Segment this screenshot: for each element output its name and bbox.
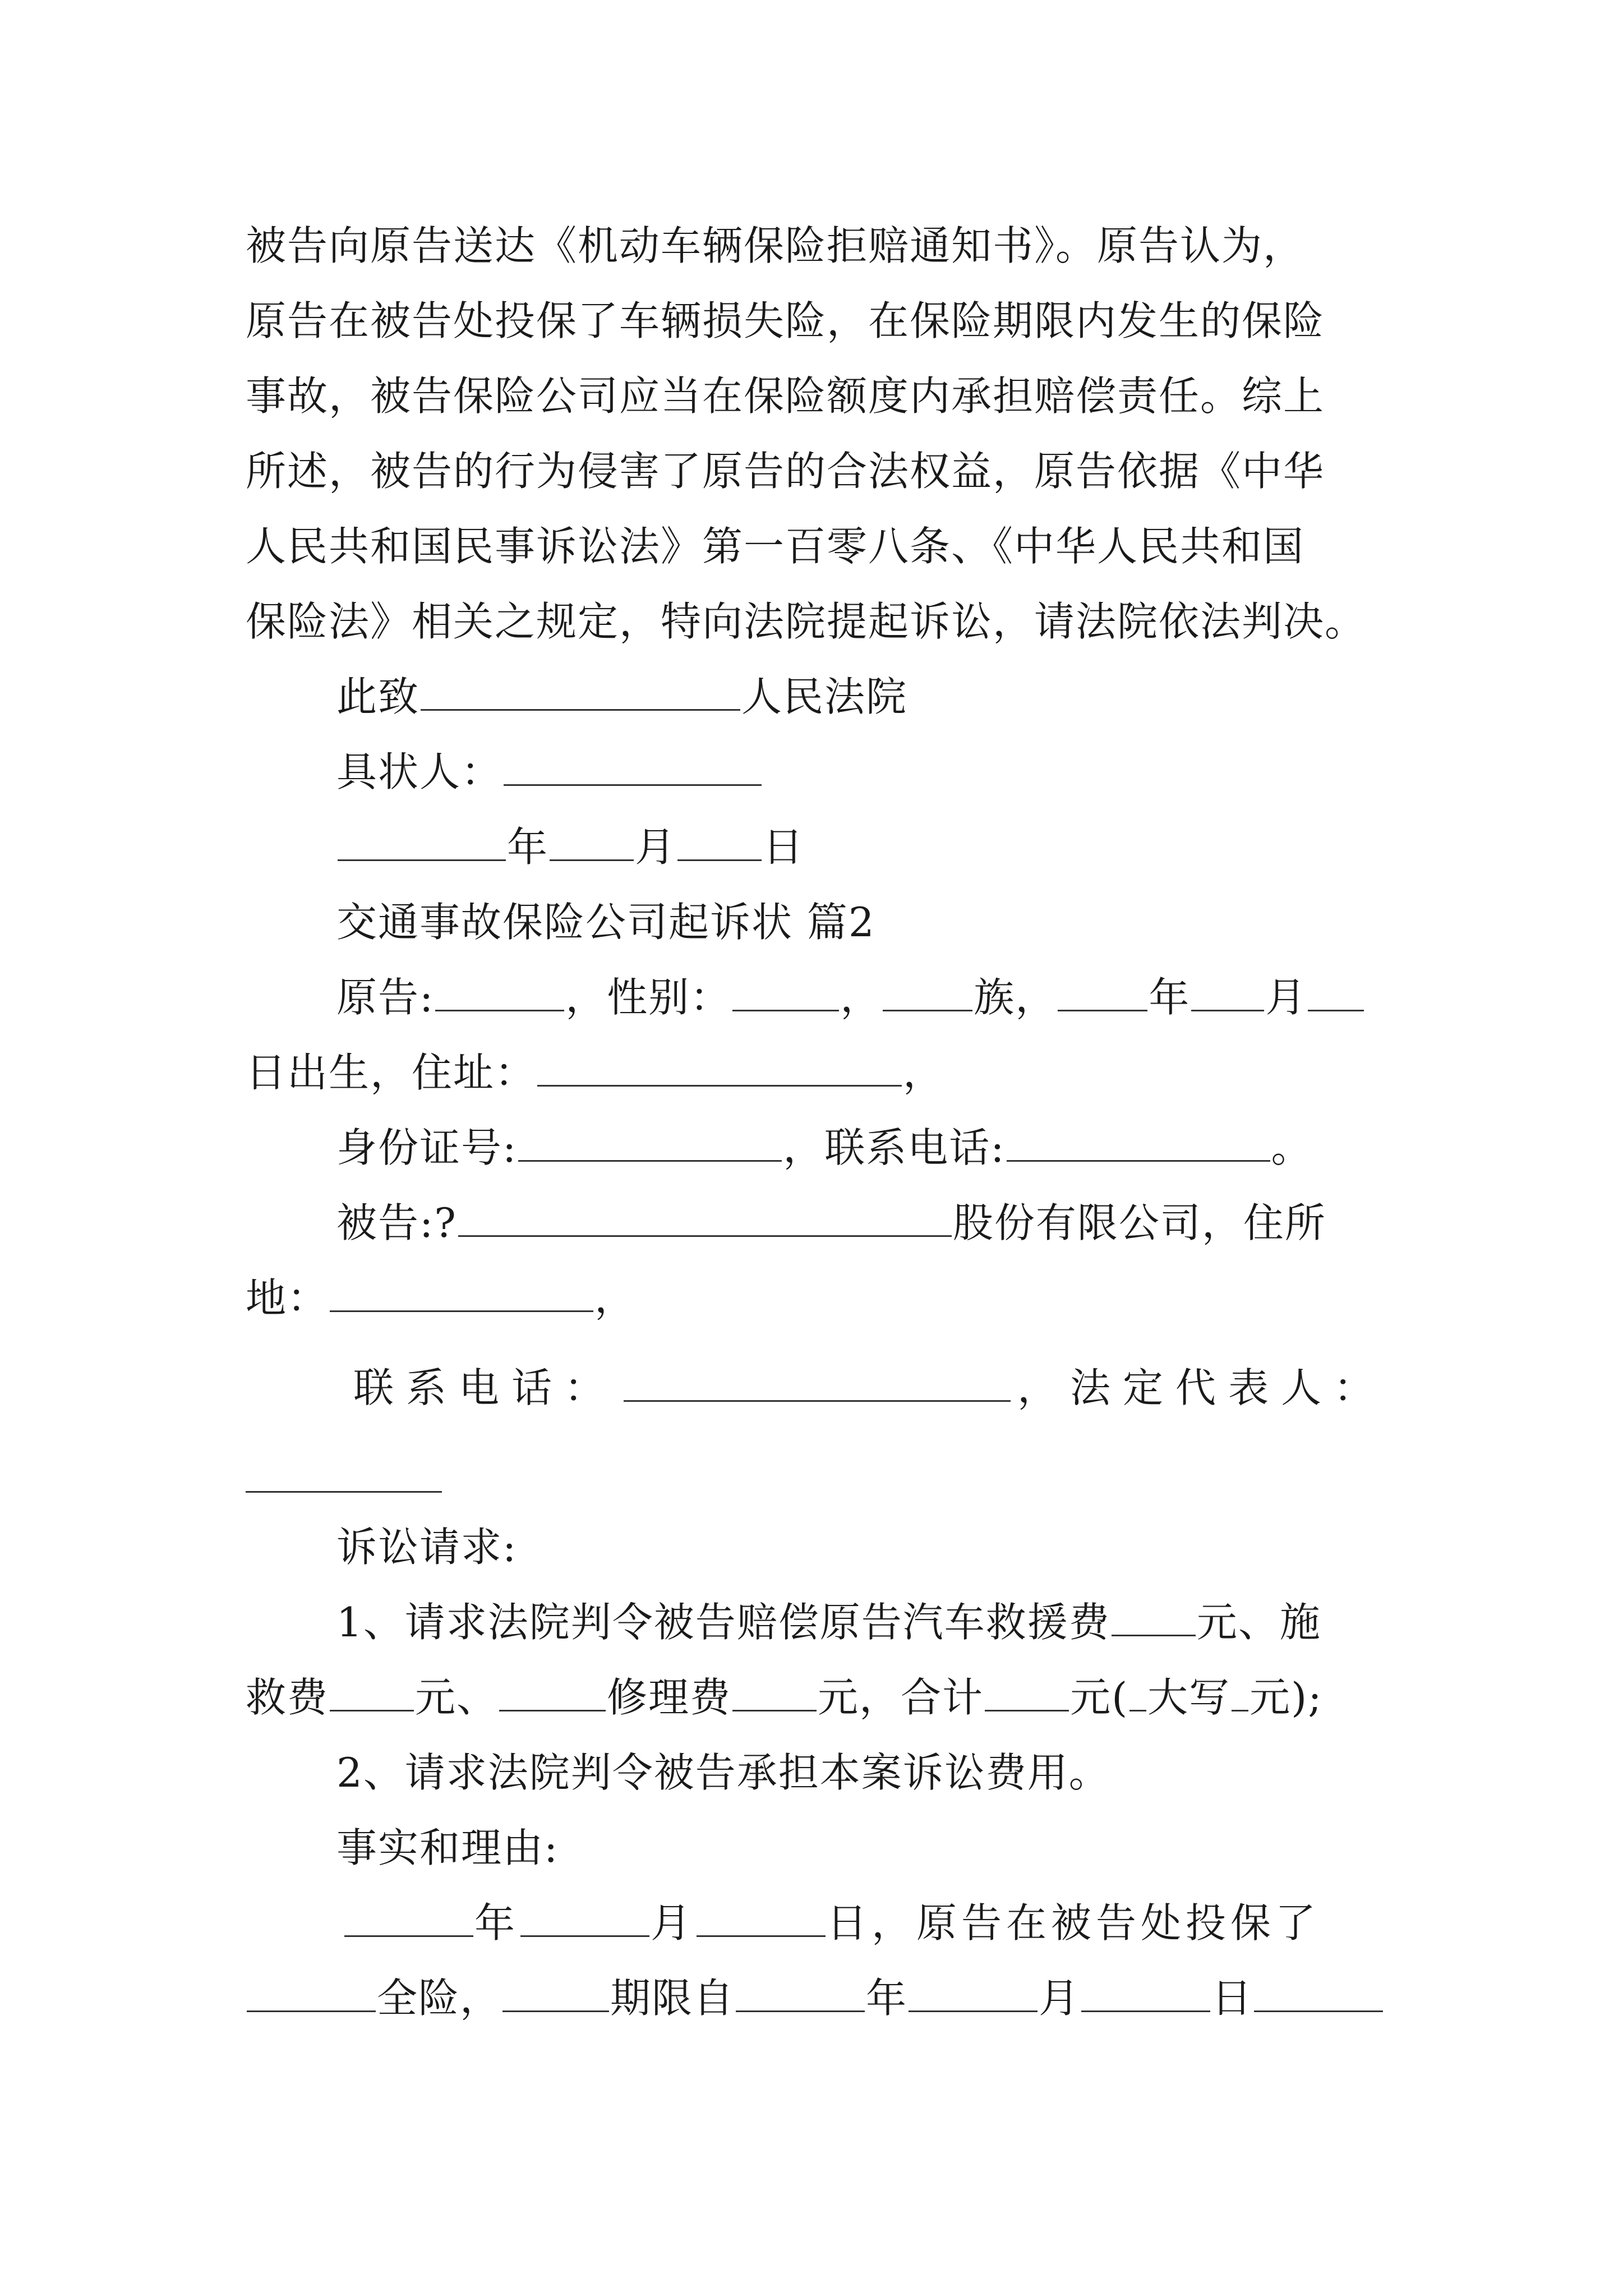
contact-phone-label: 联系电话： — [353, 1364, 617, 1411]
period-month-label: 月 — [1039, 1975, 1081, 2022]
defendant-label: 被告:? — [336, 1199, 457, 1246]
other-fee-blank[interactable] — [499, 1674, 606, 1711]
defendant-address-blank[interactable] — [330, 1274, 593, 1312]
body-line-5: 人民共和国民事诉讼法》第一百零八条、《中华人民共和国 — [246, 523, 1305, 570]
addressee-suffix: 人民法院 — [741, 673, 908, 720]
insurance-period-blank[interactable] — [502, 1975, 609, 2012]
claim-1-line-2 — [246, 1669, 1384, 1726]
day-label: 日 — [763, 823, 805, 871]
ethnic-label: 族， — [974, 974, 1057, 1021]
facts-year-blank[interactable] — [344, 1899, 473, 1937]
capital-blank-a[interactable] — [1129, 1674, 1146, 1711]
born-address-label: 日出生，住址： — [246, 1049, 537, 1096]
court-name-blank[interactable] — [421, 673, 740, 711]
claim-1-text-d: 元、 — [415, 1674, 499, 1721]
signer-line — [336, 744, 1384, 800]
separator: ， — [840, 974, 882, 1021]
defendant-address-end: ， — [594, 1274, 637, 1322]
facts-year-label: 年 — [474, 1899, 520, 1947]
claim-1-text-i: 元); — [1249, 1674, 1323, 1721]
facts-line-2 — [246, 1970, 1384, 2026]
rescue-fee-blank[interactable] — [1112, 1599, 1196, 1636]
representative-label: ，法定代表人： — [1017, 1364, 1387, 1411]
facts-title: 事实和理由: — [336, 1824, 559, 1871]
body-line-3: 事故，被告保险公司应当在保险额度内承担赔偿责任。综上 — [246, 372, 1325, 420]
date-line — [336, 819, 1384, 875]
claim-1-text-a: 1、请求法院判令被告赔偿原告汽车救援费 — [336, 1599, 1110, 1646]
claim-1-text-b: 元、施 — [1196, 1599, 1321, 1646]
claim-1-text-c: 救费 — [246, 1674, 329, 1721]
day-blank[interactable] — [677, 823, 762, 861]
id-label: 身份证号: — [336, 1124, 518, 1171]
period-month-blank[interactable] — [909, 1975, 1038, 2012]
month-label: 月 — [635, 823, 677, 871]
id-blank[interactable] — [518, 1124, 782, 1162]
period-year-blank[interactable] — [736, 1975, 865, 2012]
signer-blank[interactable] — [504, 748, 762, 786]
period-label: 期限自 — [610, 1975, 735, 2022]
addressee-line — [336, 669, 1384, 725]
gender-blank[interactable] — [732, 974, 839, 1011]
gender-label: ，性别： — [565, 974, 732, 1021]
body-line-6: 保险法》相关之规定，特向法院提起诉讼，请法院依法判决。 — [246, 598, 1367, 645]
body-line-1: 被告向原告送达《机动车辆保险拒赔通知书》。原告认为， — [246, 222, 1305, 269]
year-blank[interactable] — [338, 823, 506, 861]
birth-month-blank[interactable] — [1191, 974, 1264, 1011]
defendant-name-blank[interactable] — [458, 1199, 952, 1237]
month-blank[interactable] — [550, 823, 634, 861]
birth-year-blank[interactable] — [1058, 974, 1147, 1011]
birth-day-blank[interactable] — [1308, 974, 1364, 1011]
aid-fee-blank[interactable] — [330, 1674, 414, 1711]
period-day-blank[interactable] — [1081, 1975, 1210, 2012]
id-phone-line — [336, 1120, 1384, 1176]
claim-1-text-f: 元，合计 — [818, 1674, 984, 1721]
plaintiff-name-blank[interactable] — [435, 974, 564, 1011]
phone-blank[interactable] — [1007, 1124, 1270, 1162]
address-line — [246, 1045, 1384, 1101]
repair-fee-blank[interactable] — [732, 1674, 817, 1711]
address-blank[interactable] — [537, 1049, 902, 1087]
claim-2-line: 2、请求法院判令被告承担本案诉讼费用。 — [336, 1749, 1110, 1796]
id-line-end: 。 — [1271, 1124, 1313, 1171]
capital-blank-b[interactable] — [1232, 1674, 1248, 1711]
ethnic-blank[interactable] — [883, 974, 972, 1011]
facts-month-blank[interactable] — [520, 1899, 649, 1937]
body-line-4: 所述，被告的行为侵害了原告的合法权益，原告依据《中华 — [246, 448, 1325, 495]
defendant-line — [336, 1195, 1384, 1251]
signer-label: 具状人： — [336, 748, 503, 795]
body-line-2: 原告在被告处投保了车辆损失险，在保险期限内发生的保险 — [246, 297, 1325, 344]
period-day-label: 日 — [1211, 1975, 1253, 2022]
period-year-label: 年 — [866, 1975, 908, 2022]
claims-title: 诉讼请求: — [336, 1524, 518, 1571]
address-end: ， — [903, 1049, 945, 1096]
claim-1-text-h: 大写 — [1147, 1674, 1231, 1721]
birth-year-label: 年 — [1149, 974, 1191, 1021]
defendant-address-label: 地： — [246, 1274, 329, 1322]
plaintiff-line — [336, 969, 1384, 1025]
defendant-address-line — [246, 1270, 1384, 1326]
claim-1-text-g: 元( — [1070, 1674, 1129, 1721]
representative-blank[interactable] — [246, 1491, 442, 1493]
facts-day-blank[interactable] — [697, 1899, 826, 1937]
addressee-prefix: 此致 — [336, 673, 420, 720]
facts-month-label: 月 — [651, 1899, 696, 1947]
phone-label: ，联系电话: — [783, 1124, 1006, 1171]
company-label: 股份有限公司，住所 — [952, 1199, 1326, 1246]
contact-line — [353, 1360, 1387, 1416]
section-title: 交通事故保险公司起诉状 篇2 — [336, 899, 875, 946]
insurance-type-blank[interactable] — [247, 1975, 376, 2012]
birth-month-label: 月 — [1265, 974, 1307, 1021]
period-end-blank[interactable] — [1254, 1975, 1383, 2012]
contact-phone-blank[interactable] — [624, 1364, 1011, 1402]
year-label: 年 — [507, 823, 549, 871]
facts-day-text: 日，原告在被告处投保了 — [827, 1899, 1321, 1947]
claim-1-line-1 — [336, 1594, 1384, 1650]
plaintiff-label: 原告: — [336, 974, 435, 1021]
total-blank[interactable] — [985, 1674, 1069, 1711]
facts-line-1 — [343, 1895, 1384, 1951]
claim-1-text-e: 修理费 — [607, 1674, 732, 1721]
insurance-label: 全险， — [377, 1975, 502, 2022]
